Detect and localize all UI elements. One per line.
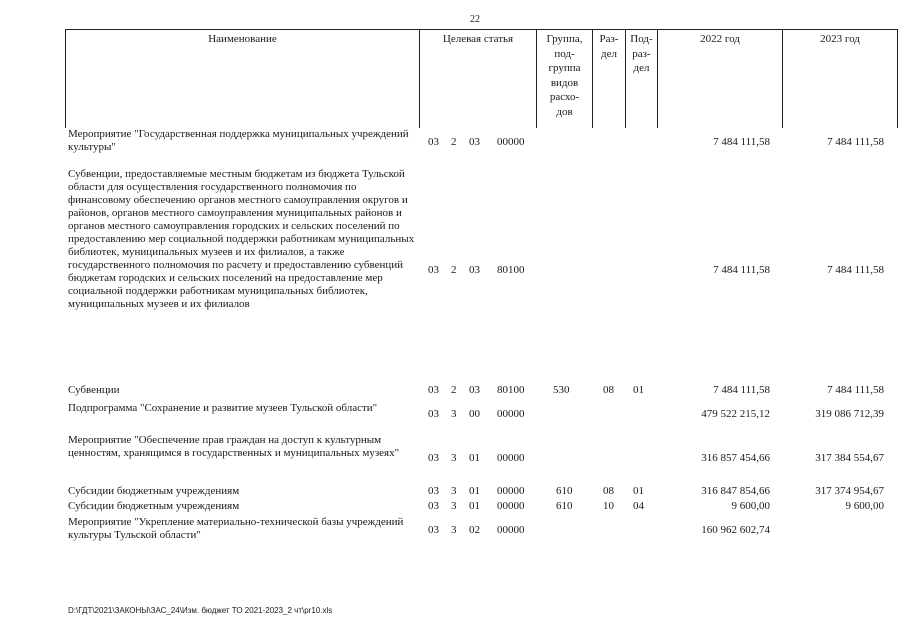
- row-2023: 7 484 111,58: [827, 384, 884, 396]
- row-2022: 160 962 602,74: [701, 524, 770, 536]
- row-code-3: 00: [469, 408, 480, 420]
- row-name: Субсидии бюджетным учреждениям: [68, 500, 240, 512]
- header-group: Группа, под- группа видов расхо- дов: [536, 30, 592, 128]
- row-code-4: 80100: [497, 264, 525, 276]
- row-2022: 7 484 111,58: [713, 384, 770, 396]
- row-name: Субсидии бюджетным учреждениям: [68, 485, 240, 497]
- header-target: Целевая статья: [419, 30, 536, 128]
- row-code-3: 03: [469, 384, 480, 396]
- header-section: Раз- дел: [592, 30, 625, 128]
- row-code-4: 00000: [497, 500, 525, 512]
- row-2023: 7 484 111,58: [827, 136, 884, 148]
- row-code-1: 03: [428, 485, 439, 497]
- row-name: Субвенции: [68, 384, 120, 396]
- row-code-3: 02: [469, 524, 480, 536]
- file-path-footer: D:\ГДТ\2021\ЗАКОНЫ\ЗАС_24\Изм. бюджет ТО 2021-2023_2 чт\pr10.xls: [68, 606, 333, 615]
- row-code-1: 03: [428, 408, 439, 420]
- row-code-3: 01: [469, 452, 480, 464]
- row-name: Субвенции, предоставляемые местным бюджетам из бюджета Тульской области для осуществления государственного полномочия по финансовому обеспечению органов местного самоуправления округов и районов, органов местного самоуправления муниципальных районов и органов местного самоуправления городских и сельских поселений по предоставлению мер социальной поддержки работникам муниципальных библиотек, муниципальных музеев и их филиалов, а также государственного полномочия по расчету и предоставлению субвенций бюджетам городских и сельских поселений на предоставление мер социальной поддержки работникам муниципальных библиотек, муниципальных музеев и их филиалов: [68, 168, 415, 310]
- row-2023: 9 600,00: [845, 500, 884, 512]
- row-name: Мероприятие "Укрепление материально-технической базы учреждений культуры Тульской области": [68, 516, 404, 541]
- row-code-3: 01: [469, 485, 480, 497]
- row-2022: 479 522 215,12: [701, 408, 770, 420]
- row-code-2: 3: [451, 408, 457, 420]
- row-name: Мероприятие "Государственная поддержка муниципальных учреждений культуры": [68, 128, 409, 153]
- row-code-2: 3: [451, 452, 457, 464]
- header-2023: 2023 год: [782, 30, 897, 128]
- row-group: 610: [556, 485, 573, 497]
- row-name: Подпрограмма "Сохранение и развитие музеев Тульской области": [68, 402, 378, 414]
- row-2023: 317 384 554,67: [815, 452, 884, 464]
- row-code-1: 03: [428, 452, 439, 464]
- header-subsection: Под- раз- дел: [625, 30, 657, 128]
- row-code-3: 01: [469, 500, 480, 512]
- row-code-1: 03: [428, 136, 439, 148]
- row-code-4: 00000: [497, 524, 525, 536]
- row-code-3: 03: [469, 264, 480, 276]
- header-2022: 2022 год: [657, 30, 782, 128]
- row-code-2: 2: [451, 384, 457, 396]
- row-code-1: 03: [428, 264, 439, 276]
- header-name: Наименование: [208, 33, 277, 45]
- row-2022: 7 484 111,58: [713, 264, 770, 276]
- row-section: 10: [603, 500, 614, 512]
- row-group: 530: [553, 384, 570, 396]
- row-code-2: 3: [451, 500, 457, 512]
- row-section: 08: [603, 384, 614, 396]
- row-code-4: 00000: [497, 408, 525, 420]
- row-code-2: 2: [451, 136, 457, 148]
- row-code-2: 3: [451, 485, 457, 497]
- row-2023: 7 484 111,58: [827, 264, 884, 276]
- row-2022: 316 847 854,66: [701, 485, 770, 497]
- table-header: [65, 29, 898, 128]
- row-code-4: 80100: [497, 384, 525, 396]
- row-code-1: 03: [428, 384, 439, 396]
- row-2023: 317 374 954,67: [815, 485, 884, 497]
- row-2022: 9 600,00: [731, 500, 770, 512]
- row-subsection: 04: [633, 500, 644, 512]
- row-code-1: 03: [428, 500, 439, 512]
- row-code-3: 03: [469, 136, 480, 148]
- row-code-4: 00000: [497, 136, 525, 148]
- row-2022: 316 857 454,66: [701, 452, 770, 464]
- row-section: 08: [603, 485, 614, 497]
- row-subsection: 01: [633, 384, 644, 396]
- row-code-1: 03: [428, 524, 439, 536]
- page-number: 22: [470, 14, 480, 25]
- row-2023: 319 086 712,39: [815, 408, 884, 420]
- row-code-4: 00000: [497, 485, 525, 497]
- row-code-4: 00000: [497, 452, 525, 464]
- row-code-2: 3: [451, 524, 457, 536]
- row-group: 610: [556, 500, 573, 512]
- row-subsection: 01: [633, 485, 644, 497]
- row-code-2: 2: [451, 264, 457, 276]
- row-name: Мероприятие "Обеспечение прав граждан на доступ к культурным ценностям, хранящимся в государственных и муниципальных музеях": [68, 434, 400, 459]
- row-2022: 7 484 111,58: [713, 136, 770, 148]
